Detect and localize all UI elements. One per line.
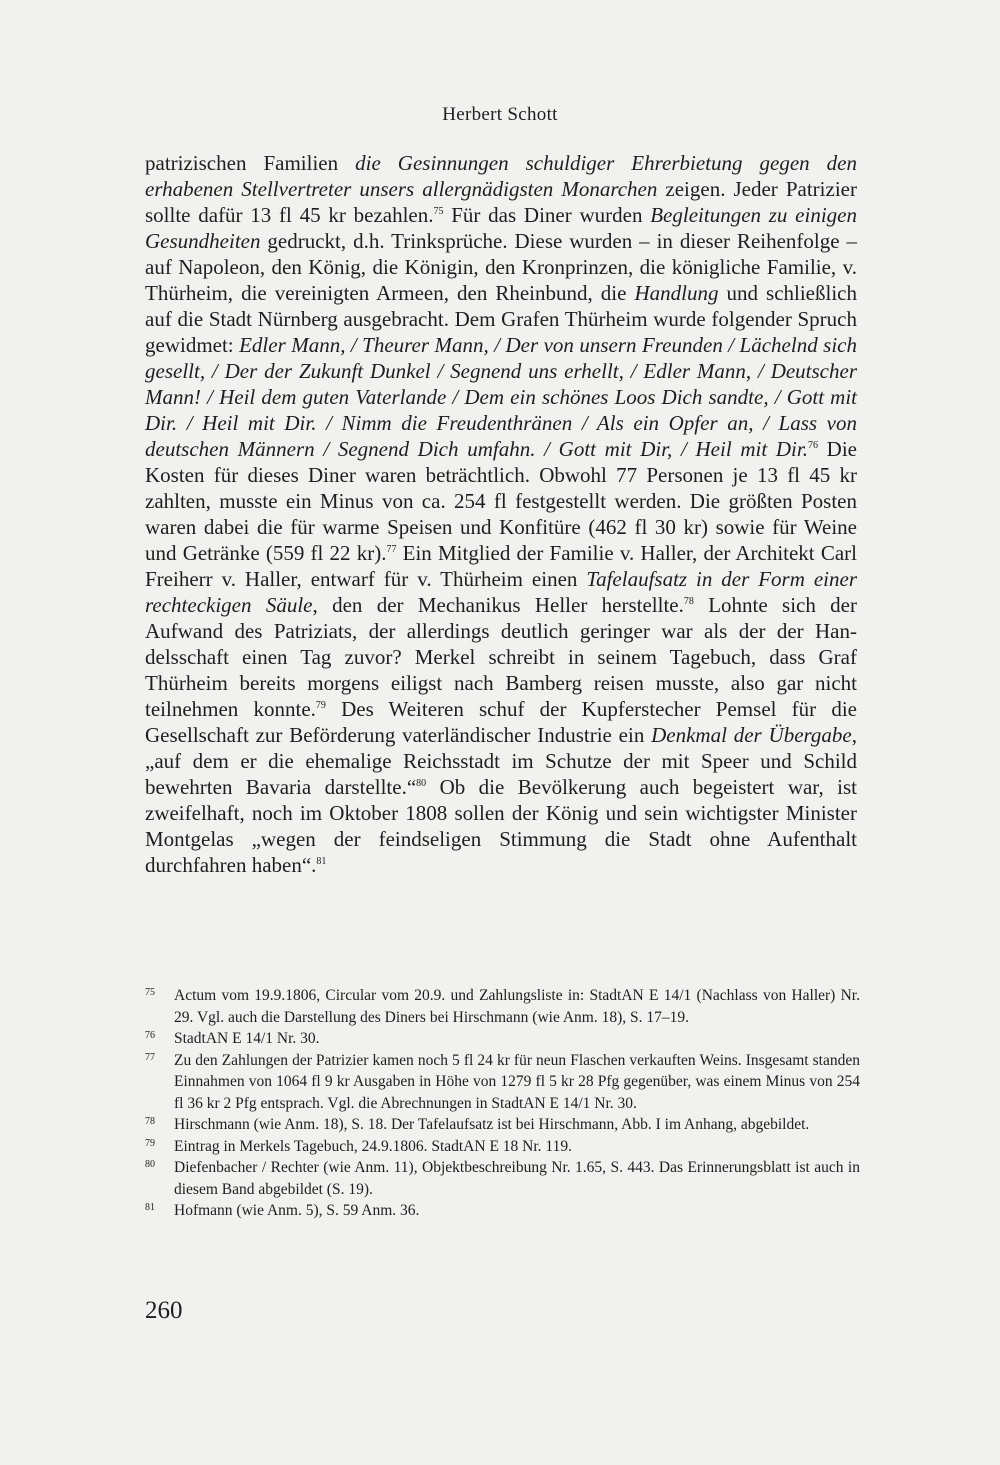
italic-text-run: Tafelaufsatz in der Form einer rechteckigen Säule xyxy=(145,567,857,617)
italic-text-run: Handlung xyxy=(634,281,719,305)
footnote-81 xyxy=(145,1200,860,1222)
page-number: 260 xyxy=(145,1297,183,1324)
footnote-77 xyxy=(145,1050,860,1115)
text-run: Für das Diner wurden xyxy=(443,203,651,227)
footnote-reference: 80 xyxy=(416,778,427,789)
footnotes-section xyxy=(145,985,860,1222)
text-run: , den der Mechanikus Heller herstellte. xyxy=(312,593,684,617)
footnote-reference: 75 xyxy=(433,206,444,217)
footnote-text: Eintrag in Merkels Tagebuch, 24.9.1806. StadtAN E 18 Nr. 119. xyxy=(174,1137,572,1155)
italic-text-run: Edler Mann, / Theurer Mann, / Der von unsern Freunden / Lächelnd sich gesellt, / Der der Zukunft Dunkel / Segnend uns erhellt, / Edler Mann, / Deutscher Mann! / Heil dem guten Vaterlande / Dem ein schönes Loos Dich sandte, / Gott mit Dir. / Heil mit Dir. / Nimm die Freudenthränen / Als ein Opfer an, / Lass von deutschen Männern / Segnend Dich umfahn. / Gott mit Dir, / Heil mit Dir. xyxy=(145,333,857,461)
footnote-reference: 76 xyxy=(807,440,818,451)
footnote-text: Hirschmann (wie Anm. 18), S. 18. Der Tafelaufsatz ist bei Hirschmann, Abb. I im Anhang, abgebildet. xyxy=(174,1116,810,1133)
footnote-reference: 78 xyxy=(683,596,694,607)
footnote-text: Zu den Zahlungen der Patrizier kamen noch 5 fl 24 kr für neun Flaschen verkauften Weins. Insgesamt standen Einnahmen von 1064 fl 9 kr Ausgaben in Höhe von 1279 fl 5 kr 28 Pfg gegenüber, was einem Minus von 254 fl 36 kr 2 Pfg entsprach. Vgl. die Abrechnungen in StadtAN E 14/1 Nr. 30. xyxy=(174,1051,860,1112)
footnote-number: 77 xyxy=(145,1051,155,1063)
text-run: gedruckt, d.h. Trinksprüche. Diese wurden – in dieser Reihenfolge – auf Napoleon, den König, die Königin, den Kronprinzen, die königliche Familie, v. Thürheim, die vereinigten Armeen, den Rheinbund, die xyxy=(145,229,857,305)
text-run: , „auf dem er die ehemalige Reichsstadt im Schutze der mit Speer und Schild bewehrten Bavaria darstellte.“ xyxy=(145,723,857,799)
footnote-75 xyxy=(145,985,860,1028)
text-run: Lohnte sich der Aufwand des Patriziats, der allerdings deutlich geringer war als der der Handelsschaft einen Tag zuvor? Merkel schreibt in seinem Tagebuch, dass Graf Thürheim bereits morgens eiligst nach Bamberg reisen musste, also gar nicht teilnehmen konnte. xyxy=(145,593,857,721)
italic-text-run: Denkmal der Übergabe xyxy=(651,723,852,747)
running-header: Herbert Schott xyxy=(442,104,558,125)
footnote-76 xyxy=(145,1028,860,1050)
footnote-text: StadtAN E 14/1 Nr. 30. xyxy=(174,1030,320,1047)
main-paragraph xyxy=(145,150,857,878)
footnote-number: 76 xyxy=(145,1030,155,1041)
footnote-number: 80 xyxy=(145,1159,155,1170)
italic-text-run: die Gesinnungen schuldiger Ehrerbietung gegen den erhabenen Stellvertreter unsers allergnädigsten Monarchen xyxy=(145,151,857,201)
footnote-text: Hofmann (wie Anm. 5), S. 59 Anm. 36. xyxy=(174,1202,420,1219)
text-run: Des Weiteren schuf der Kupferstecher Pemsel für die Gesellschaft zur Beförderung vaterländischer Industrie ein xyxy=(145,697,857,747)
footnote-reference: 81 xyxy=(316,856,327,867)
text-run: Ob die Bevölkerung auch begeistert war, ist zweifelhaft, noch im Oktober 1808 sollen der König und sein wichtigster Minister Montgelas „wegen der feindseligen Stimmung die Stadt ohne Aufenthalt durchfahren haben“. xyxy=(145,775,857,877)
footnote-number: 75 xyxy=(145,987,155,998)
footnote-78 xyxy=(145,1114,860,1136)
footnote-80 xyxy=(145,1157,860,1200)
italic-text-run: Begleitungen zu einigen Gesundheiten xyxy=(145,203,857,253)
text-run: Die Kosten für dieses Diner waren beträchtlich. Obwohl 77 Personen je 13 fl 45 kr zahlten, musste ein Minus von ca. 254 fl festgestellt werden. Die größten Posten waren dabei die für warme Speisen und Konfitüre (462 fl 30 kr) sowie für Weine und Getränke (559 fl 22 kr). xyxy=(145,437,857,565)
footnote-number: 79 xyxy=(145,1137,155,1149)
footnote-number: 81 xyxy=(145,1202,155,1213)
text-run: zeigen. Jeder Patrizier sollte dafür 13 fl 45 kr bezahlen. xyxy=(145,177,857,227)
footnote-number: 78 xyxy=(145,1116,155,1127)
footnote-text: Diefenbacher / Rechter (wie Anm. 11), Objektbeschreibung Nr. 1.65, S. 443. Das Erinnerungsblatt ist auch in diesem Band abgebildet (S. 19). xyxy=(174,1159,860,1198)
text-run: patrizischen Familien xyxy=(145,151,356,175)
footnote-reference: 79 xyxy=(315,700,326,711)
footnote-79 xyxy=(145,1136,860,1158)
footnote-reference: 77 xyxy=(386,544,397,555)
text-run: und schließlich auf die Stadt Nürnberg ausgebracht. Dem Grafen Thürheim wurde folgender Spruch gewidmet: xyxy=(145,281,857,357)
text-run: Ein Mitglied der Familie v. Haller, der Architekt Carl Freiherr v. Haller, entwarf für v. Thürheim einen xyxy=(145,541,857,591)
footnote-text: Actum vom 19.9.1806, Circular vom 20.9. und Zahlungsliste in: StadtAN E 14/1 (Nachlass von Haller) Nr. 29. Vgl. auch die Darstellung des Diners bei Hirschmann (wie Anm. 18), S. 17–19. xyxy=(174,987,860,1026)
